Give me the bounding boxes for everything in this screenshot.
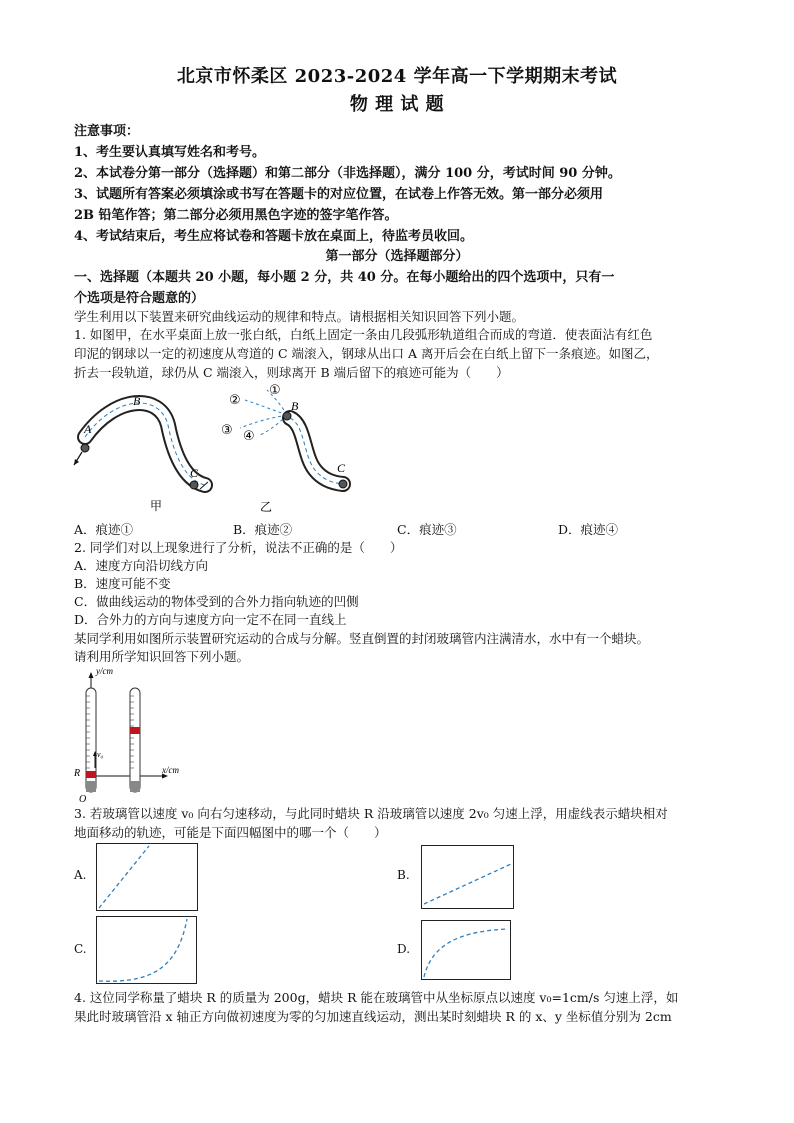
q3-option-d-box[interactable] xyxy=(421,920,511,980)
q3-option-c-trajectory xyxy=(97,917,196,983)
wax-block-2 xyxy=(130,727,140,734)
y-axis-arrow xyxy=(89,672,94,678)
trace-label-1: ① xyxy=(269,383,281,398)
q3-option-d-label[interactable]: D. xyxy=(397,942,411,956)
q2-option-d[interactable]: D．合外力的方向与速度方向一定不在同一直线上 xyxy=(74,612,347,627)
notice-item: 2、本试卷分第一部分（选择题）和第二部分（非选择题），满分 100 分，考试时间 90 分钟。 xyxy=(74,166,621,181)
notice-item: 2B 铅笔作答；第二部分必须用黑色字迹的签字笔作答。 xyxy=(74,208,398,223)
tube-1-stopper xyxy=(86,781,96,792)
track2-inner xyxy=(290,418,343,484)
wax-block-1 xyxy=(86,771,96,778)
q4-line: 果此时玻璃管沿 x 轴正方向做初速度为零的匀加速直线运动，测出某时刻蜡块 R 的 x、y 坐标值分别为 2cm xyxy=(74,1009,672,1024)
tube-figure xyxy=(66,664,206,804)
q1-option-a[interactable]: A．痕迹① xyxy=(74,522,134,537)
ball-c2 xyxy=(339,480,347,488)
q2-option-a[interactable]: A．速度方向沿切线方向 xyxy=(74,558,209,573)
q1-line: 印泥的钢球以一定的初速度从弯道的 C 端滚入，钢球从出口 A 离开后会在白纸上留下一条痕迹。如图乙， xyxy=(74,346,659,361)
q3-option-b-box[interactable] xyxy=(421,845,514,909)
notice-heading: 注意事项： xyxy=(74,124,140,139)
x-axis-label: x/cm xyxy=(162,765,179,775)
label-c2: C xyxy=(337,461,346,475)
q3-option-c-label[interactable]: C. xyxy=(74,942,87,956)
q3-option-c-box[interactable] xyxy=(96,916,197,984)
track-figure-yi xyxy=(215,380,375,515)
velocity-label: v₀ xyxy=(97,750,104,759)
notice-item: 3、试题所有答案必须填涂或书写在答题卡的对应位置，在试卷上作答无效。第一部分必须用 xyxy=(74,187,604,202)
page-title: 北京市怀柔区 2023-2024 学年高一下学期期末考试 xyxy=(176,66,618,87)
page-subtitle: 物 理 试 题 xyxy=(349,94,445,115)
label-c: C xyxy=(190,466,199,480)
ball-c xyxy=(190,481,198,489)
q2-option-b[interactable]: B．速度可能不变 xyxy=(74,576,171,591)
q3-option-d-trajectory xyxy=(422,921,510,979)
q3-option-b-trajectory xyxy=(422,846,513,908)
q3-option-a-box[interactable] xyxy=(96,843,198,911)
caption-jia: 甲 xyxy=(150,499,163,513)
q2-stem: 2. 同学们对以上现象进行了分析，说法不正确的是（ ） xyxy=(74,540,403,555)
y-axis-label: y/cm xyxy=(96,666,113,676)
notice-item: 1、考生要认真填写姓名和考号。 xyxy=(74,145,266,160)
trace-label-3: ③ xyxy=(221,423,233,438)
label-b2: B xyxy=(291,399,299,413)
q1-line: 折去一段轨道，球仍从 C 端滚入，则球离开 B 端后留下的痕迹可能为（ ） xyxy=(74,365,509,380)
label-b: B xyxy=(133,394,141,408)
q2-option-c[interactable]: C．做曲线运动的物体受到的合外力指向轨迹的凹侧 xyxy=(74,594,359,609)
q1-line: 1. 如图甲，在水平桌面上放一张白纸，白纸上固定一条由几段弧形轨道组合而成的弯道．使表面沾有红色 xyxy=(74,327,653,342)
trace-3 xyxy=(240,415,287,428)
trace-2 xyxy=(245,400,287,415)
q1-option-b[interactable]: B．痕迹② xyxy=(233,522,293,537)
glass-tube-2 xyxy=(130,688,140,792)
intro-2-cont: 请利用所学知识回答下列小题。 xyxy=(74,649,250,664)
q1-option-c[interactable]: C．痕迹③ xyxy=(397,522,457,537)
intro-2: 某同学利用如图所示装置研究运动的合成与分解。竖直倒置的封闭玻璃管内注满清水，水中有一个蜡块。 xyxy=(74,631,650,646)
label-a: A xyxy=(84,422,92,436)
trace-label-4: ④ xyxy=(243,429,255,444)
section-heading: 一、选择题（本题共 20 小题，每小题 2 分，共 40 分。在每小题给出的四个选项中，只有一 xyxy=(74,270,615,285)
q1-option-d[interactable]: D．痕迹④ xyxy=(558,522,619,537)
origin-label: O xyxy=(79,794,87,805)
ball-b2 xyxy=(283,412,291,420)
q3-option-a-label[interactable]: A. xyxy=(74,868,87,882)
section-heading-cont: 个选项是符合题意的） xyxy=(74,291,205,306)
ball-a xyxy=(81,444,89,452)
part1-heading: 第一部分（选择题部分） xyxy=(325,249,469,264)
tube-2-stopper xyxy=(130,781,140,792)
q3-line: 地面移动的轨迹，可能是下面四幅图中的哪一个（ ） xyxy=(74,825,387,840)
block-label-r: R xyxy=(74,768,81,779)
notice-item: 4、考试结束后，考生应将试卷和答题卡放在桌面上，待监考员收回。 xyxy=(74,229,474,244)
q4-line: 4. 这位同学称量了蜡块 R 的质量为 200g，蜡块 R 能在玻璃管中从坐标原点以速度 v₀=1cm/s 匀速上浮，如 xyxy=(74,990,679,1005)
q3-option-a-trajectory xyxy=(97,844,197,910)
q3-line: 3. 若玻璃管以速度 v₀ 向右匀速移动，与此同时蜡块 R 沿玻璃管以速度 2v₀ 匀速上浮，用虚线表示蜡块相对 xyxy=(74,806,668,821)
intro-1: 学生利用以下装置来研究曲线运动的规律和特点。请根据相关知识回答下列小题。 xyxy=(74,309,525,324)
caption-yi: 乙 xyxy=(260,500,273,514)
q3-option-b-label[interactable]: B. xyxy=(397,868,410,882)
track-figure-jia xyxy=(60,385,240,515)
trace-label-2: ② xyxy=(229,393,241,408)
